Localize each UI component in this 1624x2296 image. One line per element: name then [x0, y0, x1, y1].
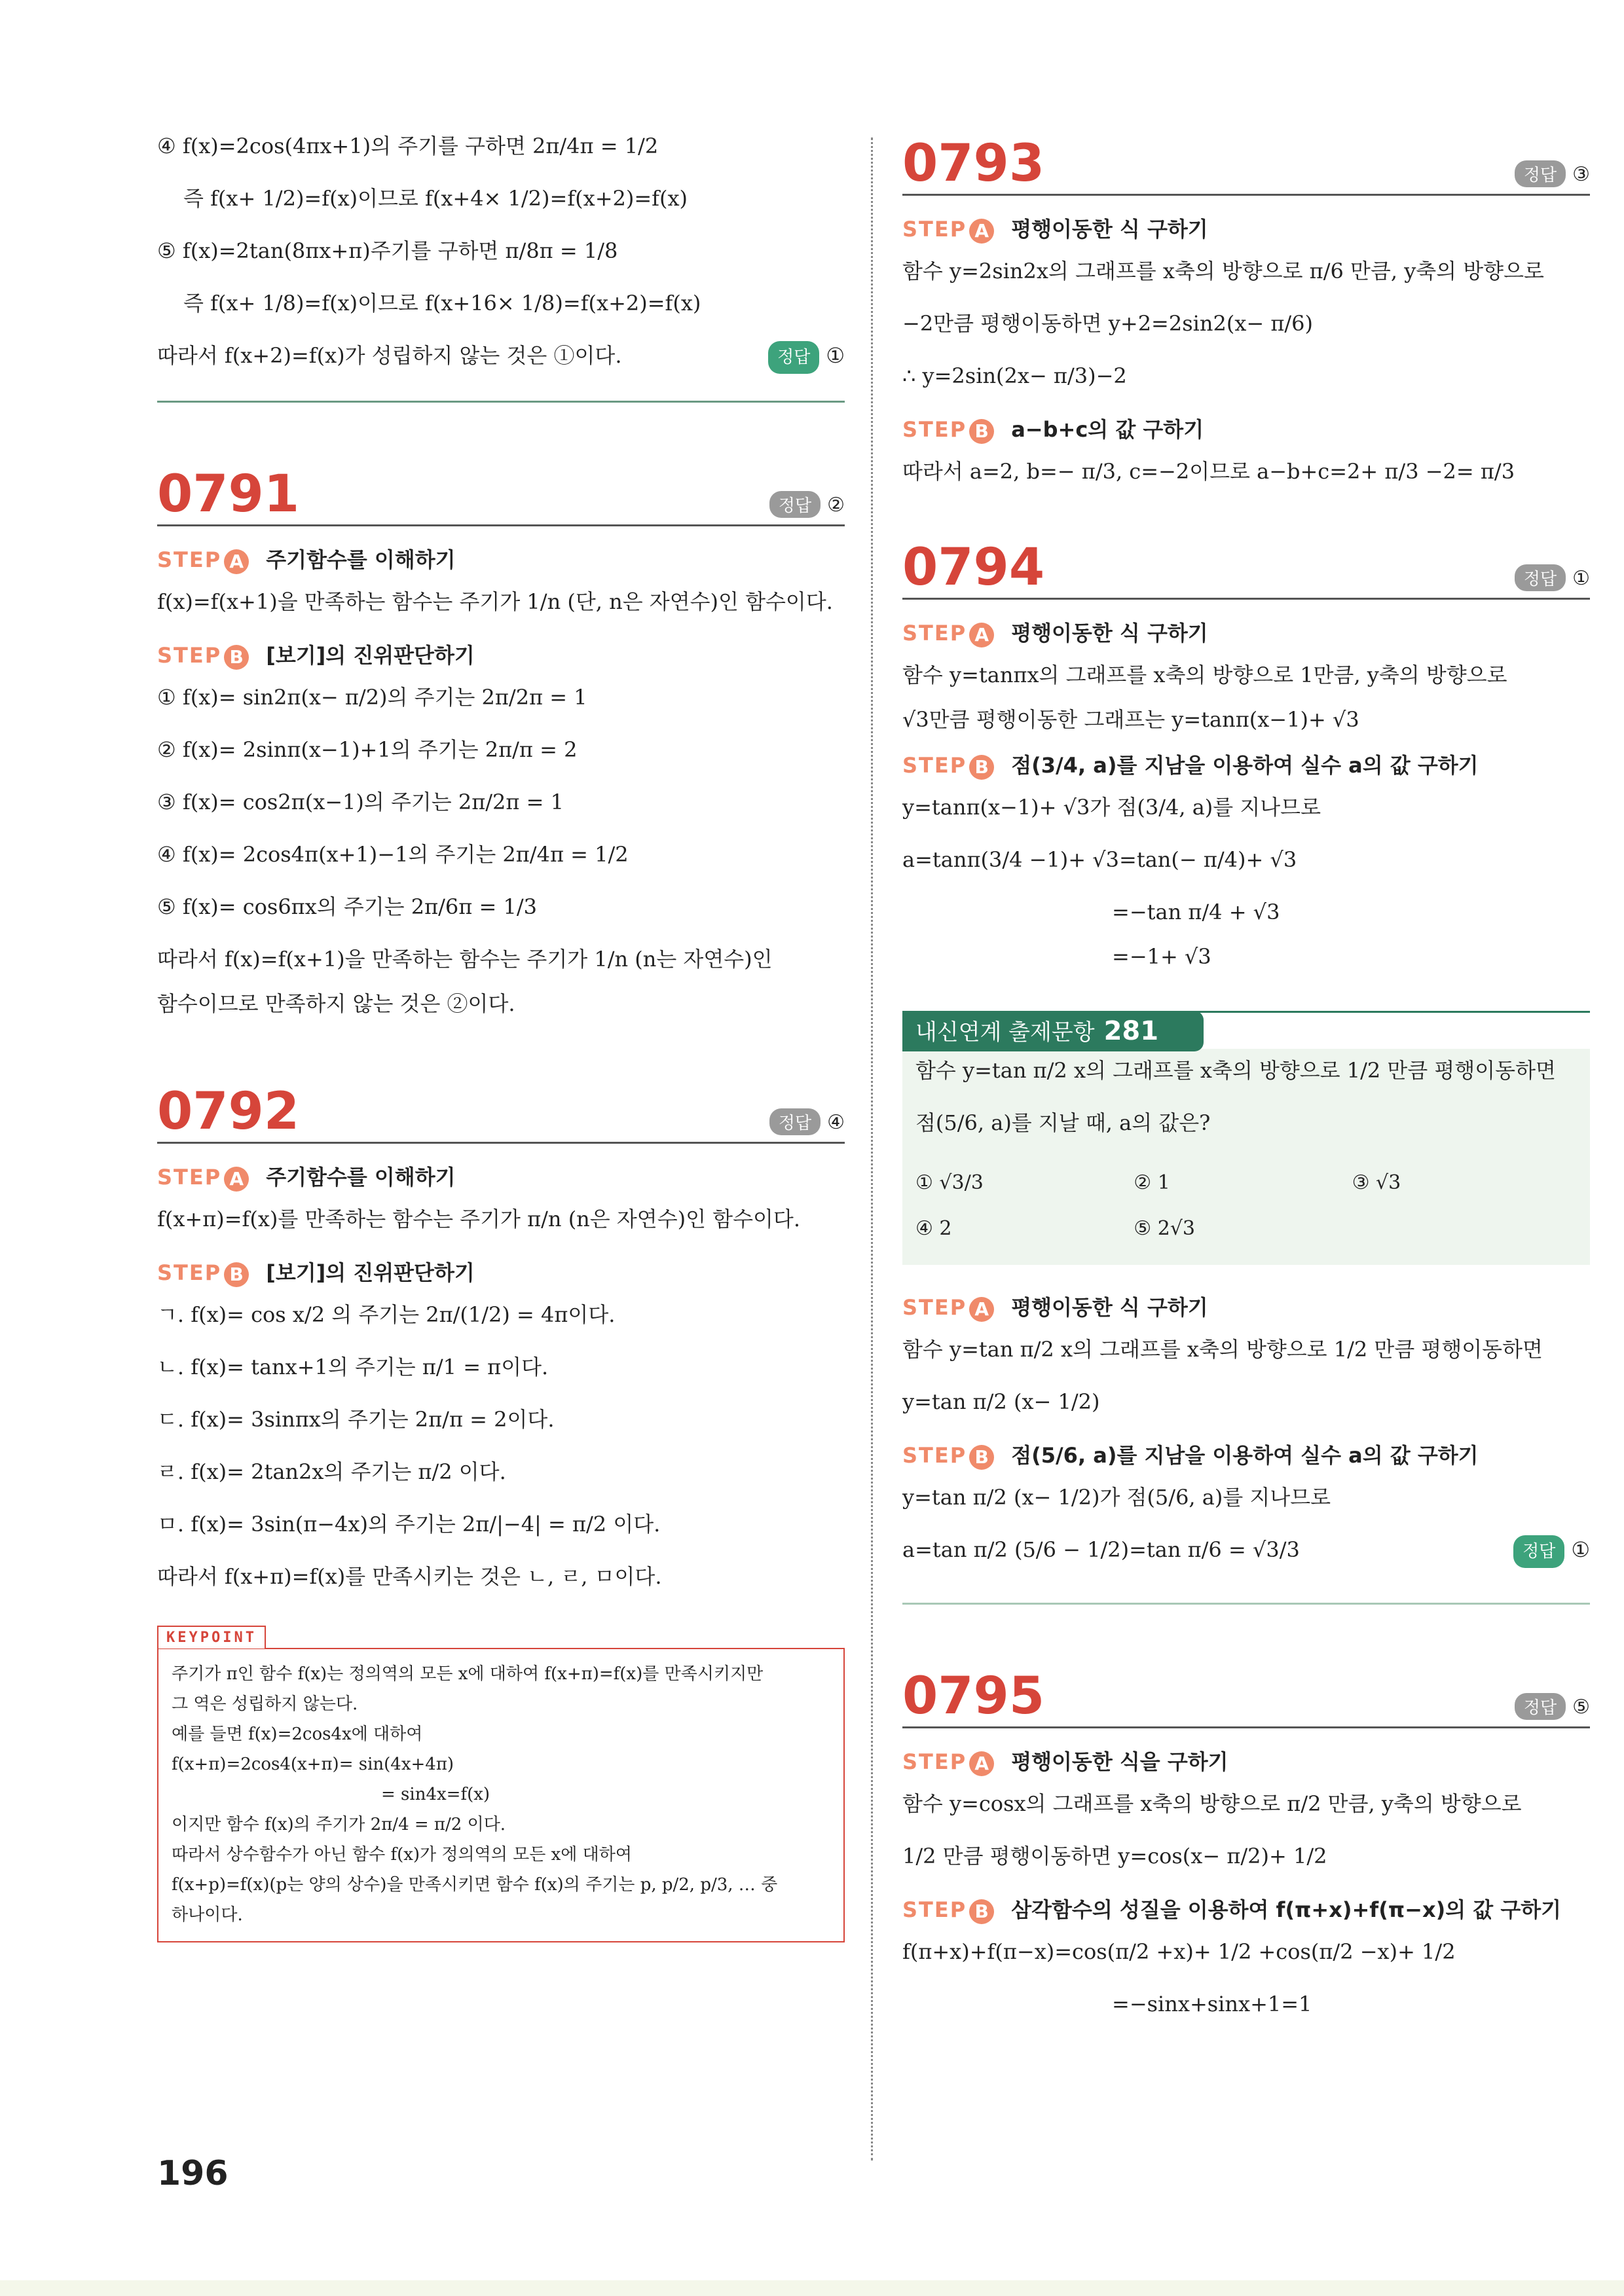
step-label: STEP: [902, 753, 967, 778]
step-a-heading: [902, 1291, 1590, 1334]
step-circle: B: [969, 1445, 994, 1470]
solution-line: 즉 f(x+ 1/8)=f(x)이므로 f(x+16× 1/8)=f(x+2)=f(x): [183, 291, 701, 316]
step-a-heading: [902, 617, 1590, 660]
answer-badge: 정답: [768, 341, 819, 374]
step-circle: B: [969, 419, 994, 444]
answer-tag: [1513, 1535, 1590, 1568]
step-label: STEP: [902, 217, 967, 242]
keypoint-line: 따라서 상수함수가 아닌 함수 f(x)가 정의역의 모든 x에 대하여: [172, 1845, 633, 1865]
step-b-heading: [902, 413, 1590, 456]
step-label: STEP: [902, 417, 967, 442]
solution-line: y=tanπ(x−1)+ √3가 점(3/4, a)를 지나므로: [902, 795, 1321, 820]
step-a-heading: [902, 1745, 1590, 1789]
keypoint-line: = sin4x=f(x): [381, 1785, 490, 1804]
step-circle: A: [969, 1297, 994, 1322]
keypoint-line: f(x+π)=2cos4(x+π)= sin(4x+4π): [172, 1755, 454, 1774]
step-title: a−b+c의 값 구하기: [1011, 417, 1204, 442]
step-title: 평행이동한 식을 구하기: [1011, 1749, 1228, 1774]
question-header-0791: [157, 462, 845, 526]
keypoint-line: 그 역은 성립하지 않는다.: [172, 1694, 358, 1714]
solution-line: y=tan π/2 (x− 1/2)가 점(5/6, a)를 지나므로: [902, 1485, 1331, 1510]
step-label: STEP: [157, 1260, 222, 1285]
step-a-heading: [157, 1161, 845, 1204]
step-circle: B: [969, 755, 994, 780]
answer-value: ②: [827, 494, 845, 517]
solution-line: =−1+ √3: [1112, 944, 1211, 969]
step-b-heading: [157, 639, 845, 682]
banner-number: 281: [1103, 1016, 1159, 1046]
solution-line: −2만큼 평행이동하면 y+2=2sin2(x− π/6): [902, 311, 1314, 336]
step-title: 주기함수를 이해하기: [266, 1165, 456, 1190]
step-circle: A: [969, 1751, 994, 1776]
choice-item: ③ f(x)= cos2π(x−1)의 주기는 2π/2π = 1: [157, 790, 564, 814]
section-separator: [157, 401, 845, 403]
choice-item: ① √3/3: [915, 1171, 984, 1194]
step-b-heading: [157, 1256, 845, 1300]
step-circle: A: [224, 549, 249, 574]
column-divider: [871, 137, 873, 2160]
step-title: 평행이동한 식 구하기: [1011, 217, 1208, 242]
answer-value: ①: [1571, 1537, 1590, 1562]
right-column: [902, 131, 1590, 2033]
answer-value: ③: [1572, 163, 1590, 186]
step-circle: B: [224, 1262, 249, 1287]
step-title: [보기]의 진위판단하기: [266, 643, 475, 668]
solution-line: 함수 y=2sin2x의 그래프를 x축의 방향으로 π/6 만큼, y축의 방향으로: [902, 259, 1544, 283]
solution-line: ④ f(x)=2cos(4πx+1)의 주기를 구하면 2π/4π = 1/2: [157, 134, 659, 158]
answer-value: ①: [1572, 567, 1590, 590]
solution-line: 따라서 f(x+π)=f(x)를 만족시키는 것은 ㄴ, ㄹ, ㅁ이다.: [157, 1564, 662, 1589]
step-circle: B: [224, 645, 249, 670]
conclusion-text: 따라서 f(x+2)=f(x)가 성립하지 않는 것은 ①이다.: [157, 343, 622, 368]
keypoint-line: 주기가 π인 함수 f(x)는 정의역의 모든 x에 대하여 f(x+π)=f(x)를 만족시키지만: [172, 1664, 764, 1684]
step-label: STEP: [902, 621, 967, 646]
keypoint-box: [157, 1630, 845, 1942]
solution-line: f(π+x)+f(π−x)=cos(π/2 +x)+ 1/2 +cos(π/2 −x)+ 1/2: [902, 1939, 1456, 1964]
question-number: 0791: [157, 465, 300, 524]
answer-tag: [769, 491, 845, 518]
step-a-heading: [902, 213, 1590, 256]
solution-line: ⑤ f(x)=2tan(8πx+π)주기를 구하면 π/8π = 1/8: [157, 238, 618, 263]
step-b-heading: [902, 1439, 1590, 1482]
keypoint-line: 예를 들면 f(x)=2cos4x에 대하여: [172, 1724, 423, 1744]
answer-value: ⑤: [1572, 1696, 1590, 1719]
solution-line: f(x+π)=f(x)를 만족하는 함수는 주기가 π/n (n은 자연수)인 함수이다.: [157, 1207, 800, 1231]
choice-item: ㅁ. f(x)= 3sin(π−4x)의 주기는 2π/|−4| = π/2 이다.: [157, 1512, 661, 1537]
step-title: 삼각함수의 성질을 이용하여 f(π+x)+f(π−x)의 값 구하기: [1011, 1897, 1562, 1922]
choice-item: ④ 2: [915, 1217, 952, 1240]
question-text: 점(5/6, a)를 지날 때, a의 값은?: [915, 1110, 1211, 1135]
choice-item: ④ f(x)= 2cos4π(x+1)−1의 주기는 2π/4π = 1/2: [157, 842, 629, 867]
solution-line: 함수 y=tan π/2 x의 그래프를 x축의 방향으로 1/2 만큼 평행이동하면: [902, 1337, 1543, 1362]
step-title: 점(3/4, a)를 지남을 이용하여 실수 a의 값 구하기: [1011, 753, 1479, 778]
solution-line: ∴ y=2sin(2x− π/3)−2: [902, 363, 1127, 388]
step-b-heading: [902, 1893, 1590, 1937]
answer-badge: 정답: [1515, 564, 1566, 591]
calc-text: a=tan π/2 (5/6 − 1/2)=tan π/6 = √3/3: [902, 1537, 1300, 1562]
question-header-0793: [902, 131, 1590, 196]
answer-tag: [1515, 564, 1590, 591]
answer-badge: 정답: [1515, 1693, 1566, 1720]
question-text: 함수 y=tan π/2 x의 그래프를 x축의 방향으로 1/2 만큼 평행이동하면: [915, 1058, 1556, 1083]
question-header-0792: [157, 1079, 845, 1144]
solution-line: 함수이므로 만족하지 않는 것은 ②이다.: [157, 991, 515, 1016]
solution-line: =−tan π/4 + √3: [1112, 900, 1280, 924]
answer-tag: [768, 340, 845, 374]
answer-tag: [1515, 1693, 1590, 1720]
step-label: STEP: [157, 1165, 222, 1190]
step-title: 점(5/6, a)를 지남을 이용하여 실수 a의 값 구하기: [1011, 1443, 1479, 1468]
step-circle: A: [224, 1167, 249, 1192]
answer-badge: 정답: [1513, 1535, 1564, 1568]
solution-line: =−sinx+sinx+1=1: [1112, 1992, 1312, 2016]
solution-line: 따라서 a=2, b=− π/3, c=−2이므로 a−b+c=2+ π/3 −2= π/3: [902, 459, 1515, 484]
banner-text: 내신연계 출제문항: [915, 1019, 1095, 1046]
solution-line: 따라서 f(x)=f(x+1)을 만족하는 함수는 주기가 1/n (n는 자연수)인: [157, 947, 773, 972]
answer-tag: [769, 1108, 845, 1135]
choice-item: ② 1: [1134, 1171, 1170, 1194]
choice-item: ㄱ. f(x)= cos x/2 의 주기는 2π/(1/2) = 4π이다.: [157, 1302, 616, 1327]
keypoint-tag: KEYPOINT: [157, 1626, 266, 1649]
question-number: 0793: [902, 134, 1045, 193]
solution-line: 1/2 만큼 평행이동하면 y=cos(x− π/2)+ 1/2: [902, 1844, 1327, 1868]
step-label: STEP: [902, 1443, 967, 1468]
solution-line: y=tan π/2 (x− 1/2): [902, 1389, 1100, 1414]
solution-line: √3만큼 평행이동한 그래프는 y=tanπ(x−1)+ √3: [902, 707, 1359, 732]
step-label: STEP: [157, 547, 222, 572]
step-title: [보기]의 진위판단하기: [266, 1260, 475, 1285]
answer-badge: 정답: [1515, 160, 1566, 187]
step-label: STEP: [902, 1897, 967, 1922]
solution-line: 함수 y=cosx의 그래프를 x축의 방향으로 π/2 만큼, y축의 방향으로: [902, 1791, 1522, 1816]
page-number: 196: [157, 2154, 229, 2193]
solution-line: 함수 y=tanπx의 그래프를 x축의 방향으로 1만큼, y축의 방향으로: [902, 663, 1507, 687]
choice-item: ⑤ f(x)= cos6πx의 주기는 2π/6π = 1/3: [157, 894, 537, 919]
solution-line: [157, 340, 845, 385]
solution-line: [902, 1535, 1590, 1587]
page-bottom-strip: [0, 2280, 1624, 2296]
choice-item: ② f(x)= 2sinπ(x−1)+1의 주기는 2π/π = 2: [157, 737, 578, 762]
answer-tag: [1515, 160, 1590, 187]
step-label: STEP: [157, 643, 222, 668]
question-number: 0794: [902, 538, 1045, 597]
question-number: 0795: [902, 1667, 1045, 1726]
step-label: STEP: [902, 1749, 967, 1774]
question-number: 0792: [157, 1082, 300, 1141]
choice-item: ㄷ. f(x)= 3sinπx의 주기는 2π/π = 2이다.: [157, 1407, 555, 1432]
keypoint-line: 하나이다.: [172, 1905, 243, 1925]
step-circle: B: [969, 1899, 994, 1924]
step-title: 평행이동한 식 구하기: [1011, 621, 1208, 646]
keypoint-line: f(x+p)=f(x)(p는 양의 상수)을 만족시키면 함수 f(x)의 주기는 p, p/2, p/3, … 중: [172, 1875, 778, 1895]
step-b-heading: [902, 749, 1590, 792]
keypoint-line: 이지만 함수 f(x)의 주기가 2π/4 = π/2 이다.: [172, 1815, 506, 1834]
step-circle: A: [969, 219, 994, 244]
related-problem-banner: [902, 999, 1590, 1049]
step-title: 주기함수를 이해하기: [266, 547, 456, 572]
solution-line: f(x)=f(x+1)을 만족하는 함수는 주기가 1/n (단, n은 자연수)인 함수이다.: [157, 589, 833, 614]
choice-item: ① f(x)= sin2π(x− π/2)의 주기는 2π/2π = 1: [157, 685, 587, 710]
choice-item: ⑤ 2√3: [1134, 1217, 1196, 1240]
answer-value: ①: [826, 343, 845, 368]
section-separator: [902, 1603, 1590, 1605]
step-circle: A: [969, 623, 994, 647]
step-title: 평행이동한 식 구하기: [1011, 1295, 1208, 1320]
answer-value: ④: [827, 1111, 845, 1134]
left-column: [157, 131, 845, 1942]
solution-line: 즉 f(x+ 1/2)=f(x)이므로 f(x+4× 1/2)=f(x+2)=f(x): [183, 186, 688, 211]
step-a-heading: [157, 543, 845, 587]
solution-line: a=tanπ(3/4 −1)+ √3=tan(− π/4)+ √3: [902, 847, 1297, 872]
choice-list: [915, 1160, 1577, 1252]
step-label: STEP: [902, 1295, 967, 1320]
answer-badge: 정답: [769, 491, 821, 518]
answer-badge: 정답: [769, 1108, 821, 1135]
related-problem-box: [902, 1049, 1590, 1265]
question-header-0794: [902, 535, 1590, 600]
question-header-0795: [902, 1664, 1590, 1728]
banner-label: [902, 1011, 1204, 1051]
choice-item: ③ √3: [1352, 1171, 1401, 1194]
choice-item: ㄴ. f(x)= tanx+1의 주기는 π/1 = π이다.: [157, 1355, 549, 1379]
choice-item: ㄹ. f(x)= 2tan2x의 주기는 π/2 이다.: [157, 1459, 506, 1484]
